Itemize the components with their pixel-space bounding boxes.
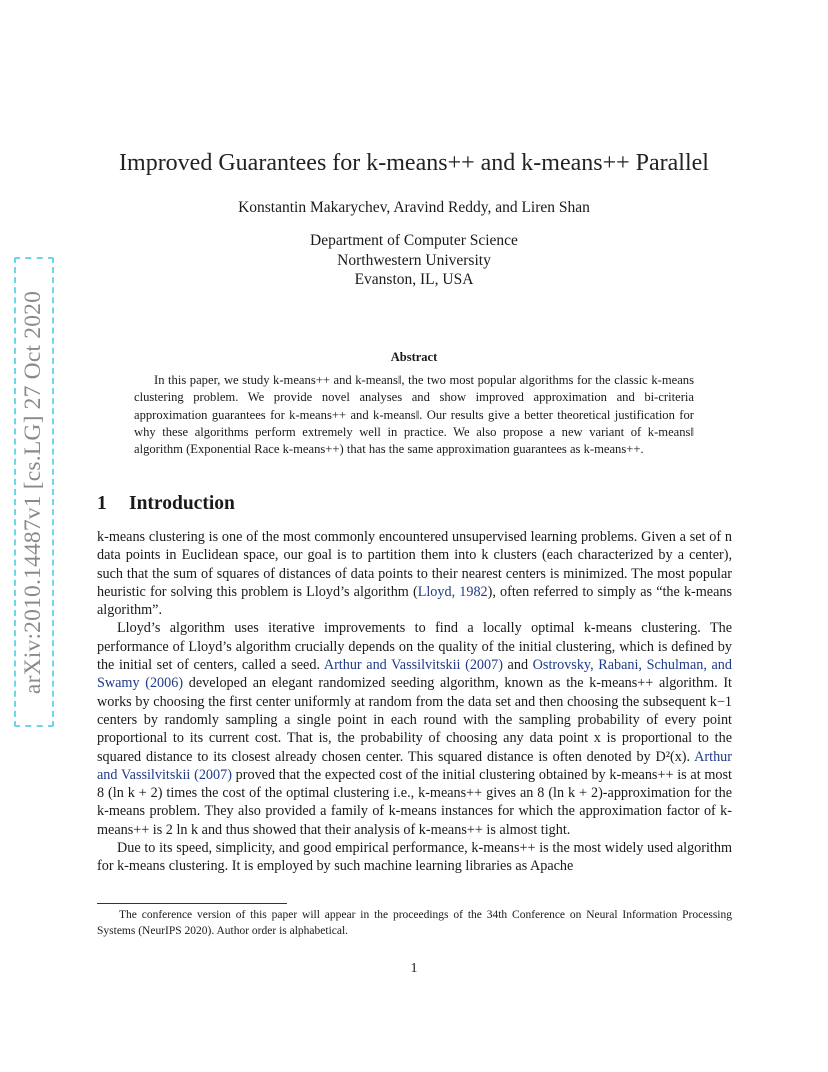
paper-title: Improved Guarantees for k-means++ and k-means++ Parallel <box>119 150 709 176</box>
arxiv-stamp-border <box>14 257 54 727</box>
paragraph-text: developed an elegant randomized seeding algorithm, known as the k-means++ algorithm. It works by choosing the first center uniformly at random from the data set and then choosing the subsequent k−1 centers by randomly sampling a single point in each round with the sampling probability of every point proportional to its current cost. That is, the probability of choosing any data point x is proportional to the squared distance to its closest already chosen center. This squared distance is often denoted by D²(x). <box>97 675 732 765</box>
paragraph <box>97 619 732 839</box>
citation-link[interactable]: Ostrovsky, Rabani, Schulman, and Swamy (2006) <box>97 657 732 692</box>
paragraph-text: ), often referred to simply as “the k-means algorithm”. <box>97 583 733 619</box>
abstract-text: In this paper, we study k-means++ and k-means‖, the two most popular algorithms for the classic k-means clustering problem. We provide novel analyses and show improved approximation and bi-criteria approximation guarantees for k-means++ and k-means‖. Our results give a better theoretical justification for why these algorithms perform extremely well in practice. We also propose a new variant of k-means‖ algorithm (Exponential Race k-means++) that has the same approximation guarantees as k-means++. <box>134 373 694 457</box>
arxiv-stamp-text: arXiv:2010.14487v1 [cs.LG] 27 Oct 2020 <box>20 290 47 694</box>
paragraph: Due to its speed, simplicity, and good empirical performance, k-means++ is the most widely used algorithm for k-means clustering. It is employed by such machine learning libraries as Apache <box>97 840 732 875</box>
affiliation-line: Department of Computer Science <box>310 232 518 249</box>
affiliation-line: Evanston, IL, USA <box>354 271 474 288</box>
paragraph-text: Lloyd’s algorithm uses iterative improvements to find a locally optimal k-means clustering. The performance of Lloyd’s algorithm crucially depends on the quality of the initial clustering, which is defined by the initial set of centers, called a seed. <box>97 620 732 674</box>
body-text <box>97 528 732 876</box>
section-number: 1 <box>97 493 107 514</box>
section-heading <box>97 493 235 515</box>
citation-link[interactable]: Lloyd, 1982 <box>417 583 488 600</box>
page-number: 1 <box>410 961 418 976</box>
paragraph-text: k-means clustering is one of the most commonly encountered unsupervised learning problems. Given a set of n data points in Euclidean space, our goal is to partition them into k clusters (each characterized by a center), such that the sum of squares of distances of data points to their nearest centers is minimized. The most popular heuristic for solving this problem is Lloyd’s algorithm ( <box>97 529 732 600</box>
section-title: Introduction <box>129 493 235 514</box>
abstract-heading: Abstract <box>390 350 438 364</box>
footnote-rule <box>97 903 287 904</box>
affiliation-line: Northwestern University <box>337 251 491 269</box>
paragraph-text: proved that the expected cost of the initial clustering obtained by k-means++ is at most 8 (ln k + 2) times the cost of the optimal clustering i.e., k-means++ gives an 8 (ln k + 2)-approximation for the k-means problem. They also provided a family of k-means instances for which the approximation factor of k-means++ is 2 ln k and thus showed that their analysis of k-means++ is almost tight. <box>97 766 732 838</box>
citation-link[interactable]: Arthur and Vassilvitskii (2007) <box>97 748 732 783</box>
affiliation <box>60 231 768 290</box>
paper-authors: Konstantin Makarychev, Aravind Reddy, and Liren Shan <box>238 199 590 216</box>
arxiv-stamp[interactable] <box>14 258 54 726</box>
paragraph <box>97 528 732 619</box>
paragraph-text: and <box>502 657 533 674</box>
citation-link[interactable]: Arthur and Vassilvitskii (2007) <box>323 657 503 674</box>
footnote: The conference version of this paper will appear in the proceedings of the 34th Conference on Neural Information Processing Systems (NeurIPS 2020). Author order is alphabetical. <box>97 909 732 937</box>
